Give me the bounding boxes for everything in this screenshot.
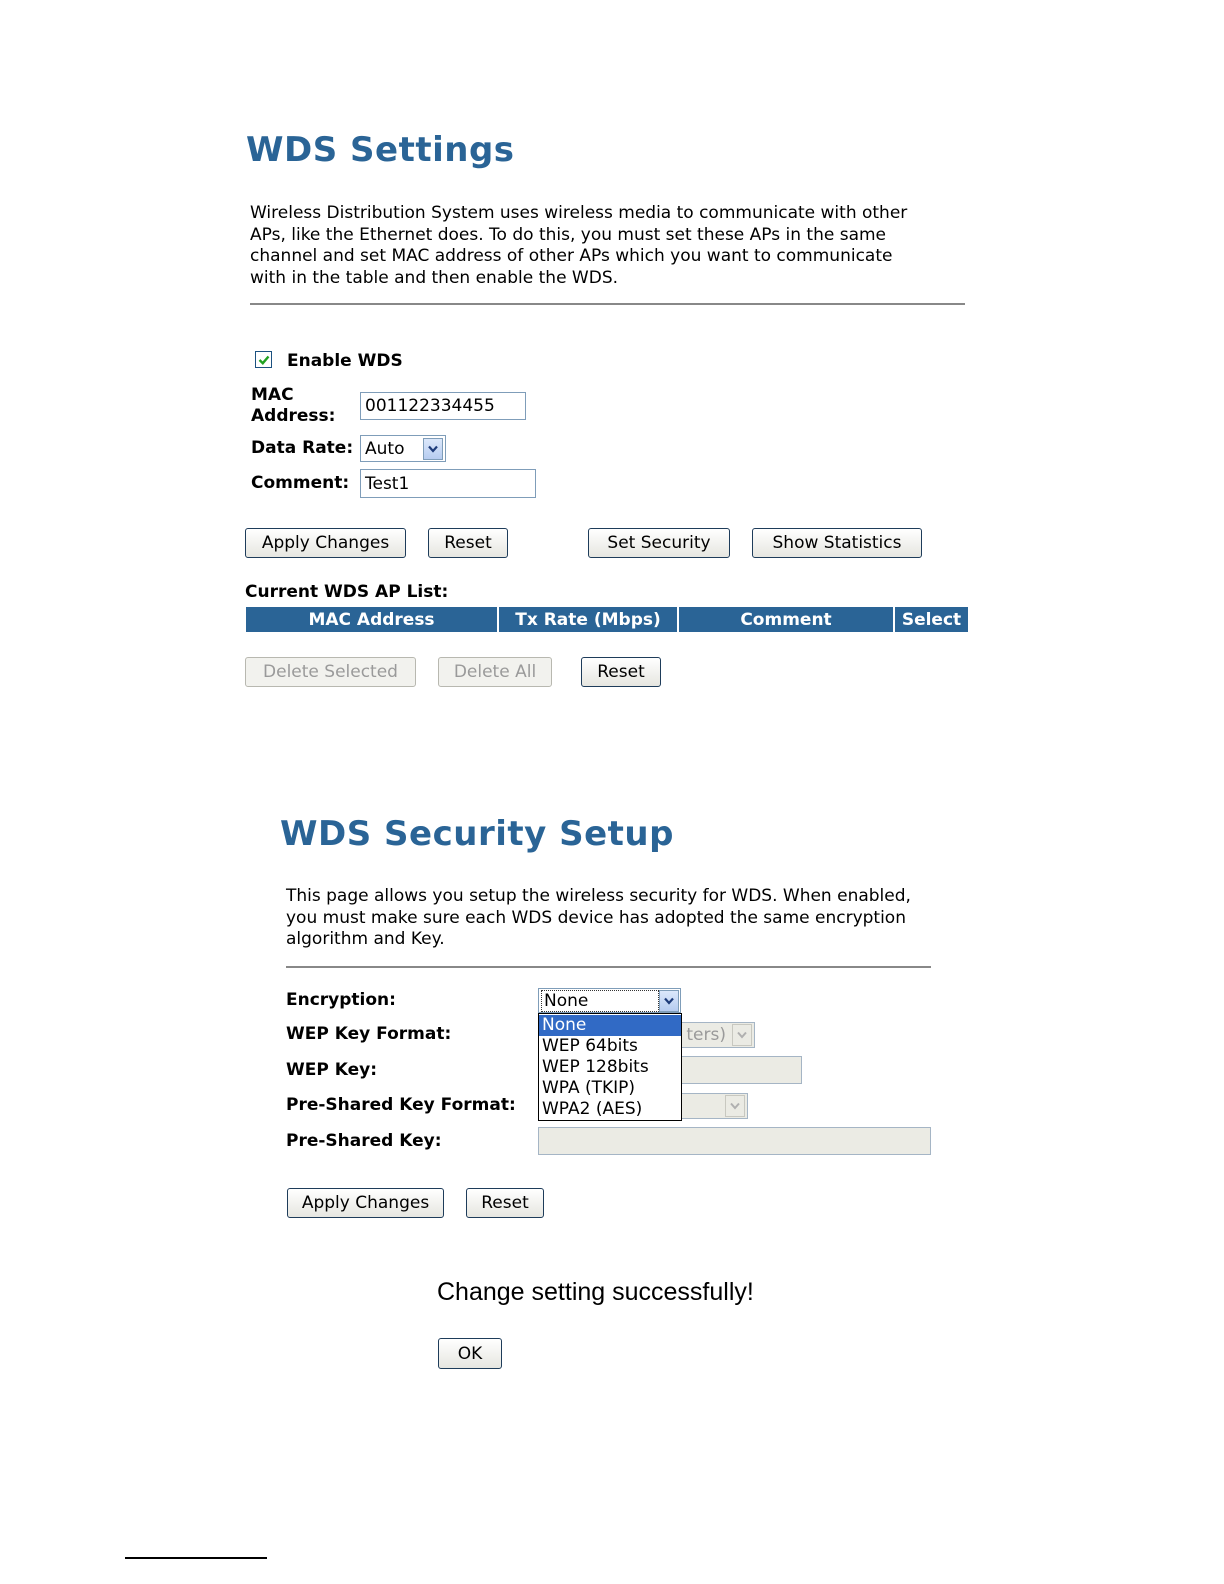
success-message: Change setting successfully! [437,1278,754,1306]
checkmark-icon [258,354,270,366]
ok-button[interactable]: OK [438,1338,502,1369]
wep-key-format-value: ters) [686,1025,726,1045]
data-rate-label: Data Rate: [251,438,354,458]
data-rate-select[interactable] [360,435,446,462]
security-description: This page allows you setup the wireless security for WDS. When enabled, you must make sure each WDS device has adopted the same encryption algorithm and Key. [286,886,911,950]
wds-security-title: WDS Security Setup [280,814,674,854]
data-rate-value: Auto [365,438,405,459]
pre-shared-key-input[interactable] [538,1127,931,1155]
wds-description: Wireless Distribution System uses wireless media to communicate with other APs, like the Ethernet does. To do this, you must set these APs in the same channel and set MAC address of other APs which you want to communicate with in the table and then enable the WDS. [250,203,908,288]
enable-wds-checkbox[interactable] [255,351,272,368]
chevron-down-icon[interactable] [423,438,443,460]
wep-key-label: WEP Key: [286,1060,378,1080]
mac-address-input[interactable] [360,392,526,420]
wds-settings-title: WDS Settings [246,130,515,170]
encryption-value: None [541,990,659,1012]
mac-address-label [251,385,335,427]
option-wpa2-aes[interactable]: WPA2 (AES) [542,1099,643,1119]
list-reset-button[interactable]: Reset [581,657,661,687]
option-wep-64[interactable]: WEP 64bits [542,1036,638,1056]
column-mac-address: MAC Address [246,607,497,632]
enable-wds-label: Enable WDS [287,351,403,371]
comment-label: Comment: [251,473,350,493]
mac-label-line2: Address: [251,406,336,426]
delete-all-button[interactable]: Delete All [438,657,552,687]
column-comment: Comment [679,607,893,632]
security-reset-button[interactable]: Reset [466,1188,544,1218]
apply-changes-button[interactable]: Apply Changes [245,528,406,558]
column-tx-rate: Tx Rate (Mbps) [499,607,677,632]
show-statistics-button[interactable]: Show Statistics [752,528,922,558]
divider [250,303,965,305]
comment-input[interactable] [360,469,536,498]
encryption-label: Encryption: [286,990,396,1010]
option-wpa-tkip[interactable]: WPA (TKIP) [542,1078,636,1098]
wds-ap-table-header [246,607,968,632]
option-none[interactable]: None [539,1015,681,1036]
mac-label-line1: MAC [251,385,294,405]
reset-button[interactable]: Reset [428,528,508,558]
pre-shared-key-label: Pre-Shared Key: [286,1131,442,1151]
chevron-down-icon[interactable] [659,990,679,1012]
delete-selected-button[interactable]: Delete Selected [245,657,416,687]
mac-address-value: 001122334455 [365,396,495,416]
column-select: Select [895,607,968,632]
security-apply-changes-button[interactable]: Apply Changes [287,1188,444,1218]
set-security-button[interactable]: Set Security [588,528,730,558]
wep-key-format-label: WEP Key Format: [286,1024,452,1044]
option-wep-128[interactable]: WEP 128bits [542,1057,649,1077]
comment-value: Test1 [365,473,410,494]
footnote-rule [125,1557,267,1559]
encryption-dropdown-list [538,1013,682,1121]
current-wds-ap-list-label: Current WDS AP List: [245,582,449,602]
chevron-down-icon [732,1024,752,1046]
pre-shared-key-format-label: Pre-Shared Key Format: [286,1095,516,1115]
security-divider [286,966,931,968]
encryption-select[interactable] [538,988,681,1013]
chevron-down-icon [725,1095,745,1117]
